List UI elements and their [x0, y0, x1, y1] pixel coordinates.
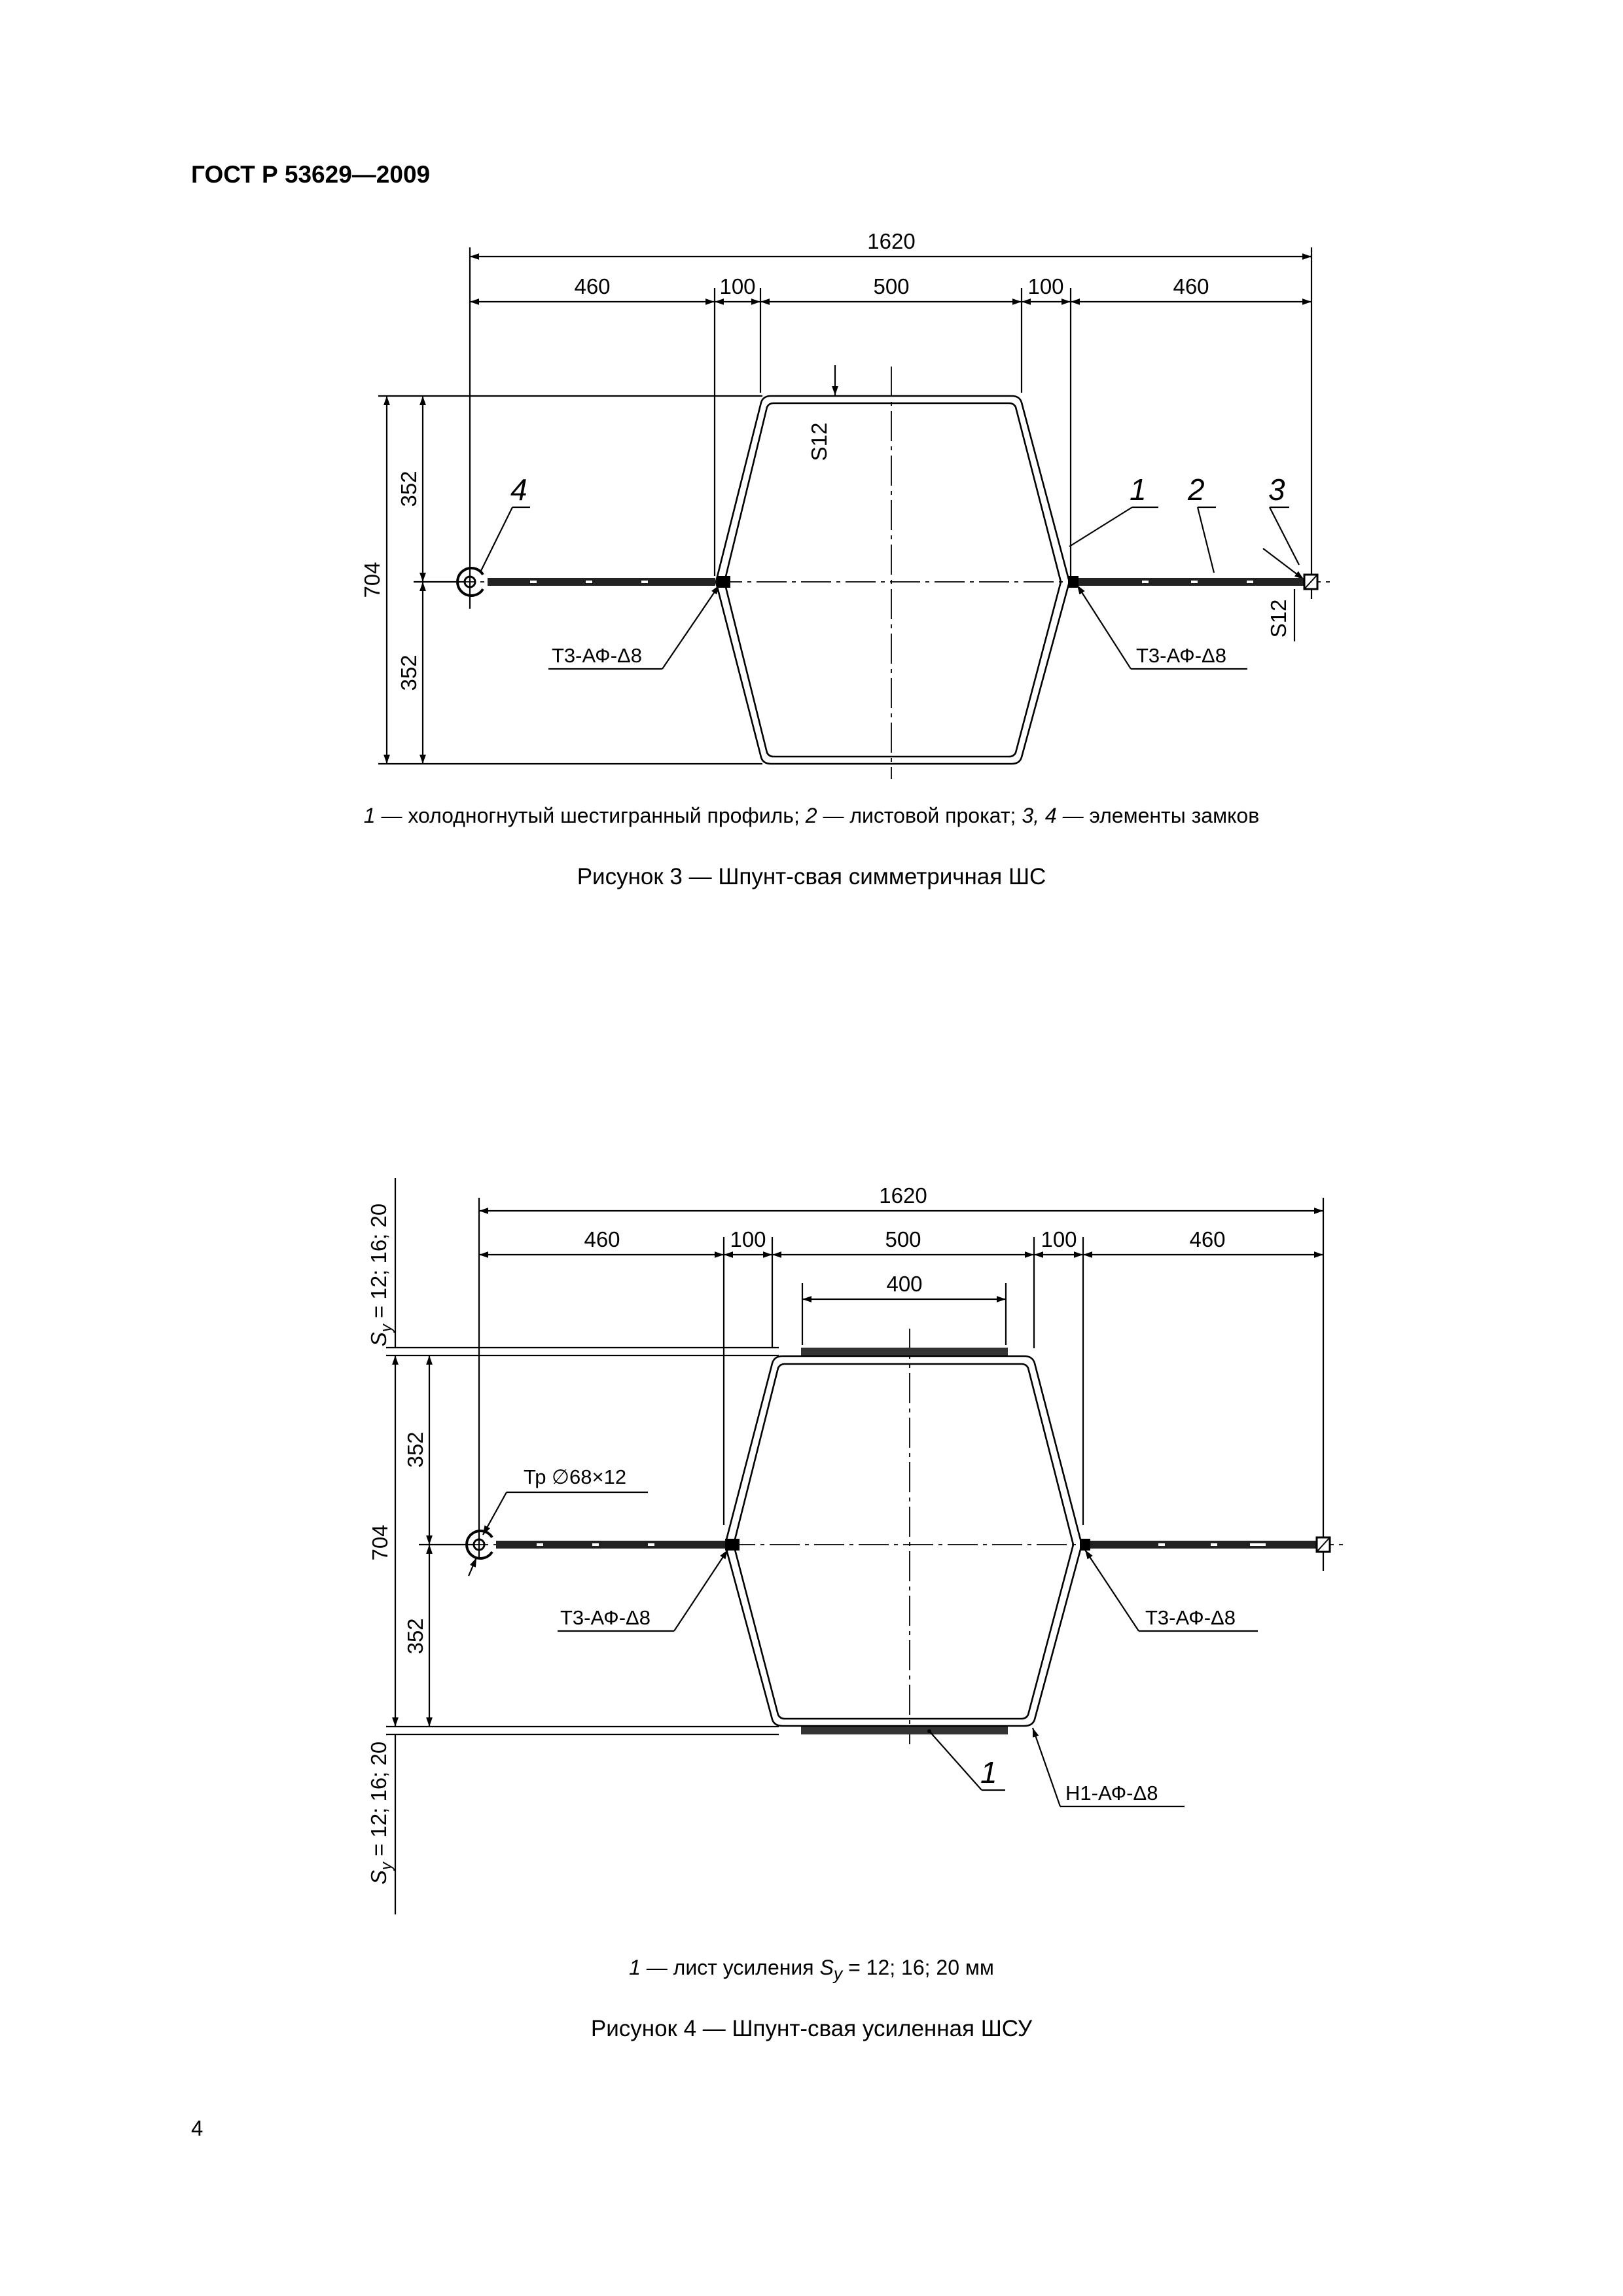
fig4-dim-gap-left: 100	[730, 1227, 766, 1251]
fig3-dim-gap-left: 100	[719, 274, 756, 298]
sy-bottom-subscript: y	[378, 1862, 395, 1871]
fig4-dim-right: 460	[1189, 1227, 1226, 1251]
fig4-dim-sy-top	[366, 1204, 395, 1346]
legend-fig4-number: 1	[629, 1956, 641, 1979]
legend-item-1-text: — холодногнутый шестигранный профиль;	[375, 804, 806, 827]
fig4-dim-total: 1620	[879, 1183, 927, 1208]
fig3-weld-left-label: Т3-АФ-Δ8	[552, 644, 642, 667]
fig3-dim-wall-thickness: S12	[807, 422, 831, 461]
sy-top-symbol: S	[366, 1332, 391, 1347]
fig3-dim-left: 460	[574, 274, 611, 298]
figure-4-caption: Рисунок 4 — Шпунт-свая усиленная ШСУ	[590, 2016, 1033, 2041]
legend-fig4-subscript: y	[833, 1964, 843, 1984]
fig3-callout-3: 3	[1268, 473, 1285, 507]
fig3-dim-half-top: 352	[397, 471, 421, 507]
sy-bottom-symbol: S	[366, 1870, 391, 1885]
page-number: 4	[191, 2116, 204, 2140]
legend-item-2-number: 2	[805, 804, 817, 827]
fig3-callout-1: 1	[1130, 473, 1147, 507]
fig3-dim-gap-right: 100	[1027, 274, 1064, 298]
figure-4-legend	[0, 1956, 1623, 1984]
fig4-dim-half-top: 352	[403, 1431, 427, 1468]
sy-bottom-value: = 12; 16; 20	[366, 1741, 391, 1863]
legend-item-34-number: 3, 4	[1022, 804, 1057, 827]
fig4-dim-left: 460	[584, 1227, 620, 1251]
fig4-pipe-label: Тр ∅68×12	[524, 1465, 627, 1488]
legend-fig4-text: — лист усиления	[640, 1956, 820, 1979]
legend-item-34-text: — элементы замков	[1056, 804, 1260, 827]
fig3-dim-middle: 500	[873, 274, 910, 298]
fig3-dim-half-bottom: 352	[397, 655, 421, 691]
fig3-dim-right: 460	[1173, 274, 1209, 298]
fig3-callout-4: 4	[510, 473, 527, 507]
fig3-dim-sheet-thickness: S12	[1266, 599, 1291, 638]
fig4-weld-right-label: Т3-АФ-Δ8	[1145, 1606, 1236, 1629]
fig4-dim-middle: 500	[885, 1227, 921, 1251]
legend-item-2-text: — листовой прокат;	[817, 804, 1022, 827]
fig4-weld-left-label: Т3-АФ-Δ8	[560, 1606, 651, 1629]
figure-4-drawing	[0, 1152, 1623, 1924]
fig4-callout-1: 1	[980, 1755, 997, 1789]
fig3-dim-height: 704	[360, 562, 384, 598]
fig4-dim-half-bottom: 352	[403, 1618, 427, 1655]
fig3-callout-2: 2	[1188, 473, 1205, 507]
figure-3-drawing	[0, 0, 1623, 812]
fig4-dim-height: 704	[368, 1524, 392, 1561]
document-header: ГОСТ Р 53629—2009	[191, 161, 431, 188]
fig4-dim-sy-bottom	[366, 1742, 395, 1884]
figure-3-legend	[0, 804, 1623, 828]
legend-fig4-values: = 12; 16; 20 мм	[842, 1956, 994, 1979]
fig3-weld-right-label: Т3-АФ-Δ8	[1136, 644, 1226, 667]
legend-fig4-symbol: S	[819, 1956, 834, 1979]
sy-top-subscript: y	[378, 1324, 395, 1333]
fig3-dim-total: 1620	[867, 229, 916, 253]
fig4-dim-plate: 400	[886, 1272, 923, 1296]
fig4-dim-gap-right: 100	[1041, 1227, 1077, 1251]
figure-3-caption: Рисунок 3 — Шпунт-свая симметричная ШС	[577, 864, 1046, 889]
legend-item-1-number: 1	[363, 804, 376, 827]
sy-top-value: = 12; 16; 20	[366, 1203, 391, 1325]
fig4-weld-bottom-label: Н1-АФ-Δ8	[1065, 1782, 1158, 1804]
